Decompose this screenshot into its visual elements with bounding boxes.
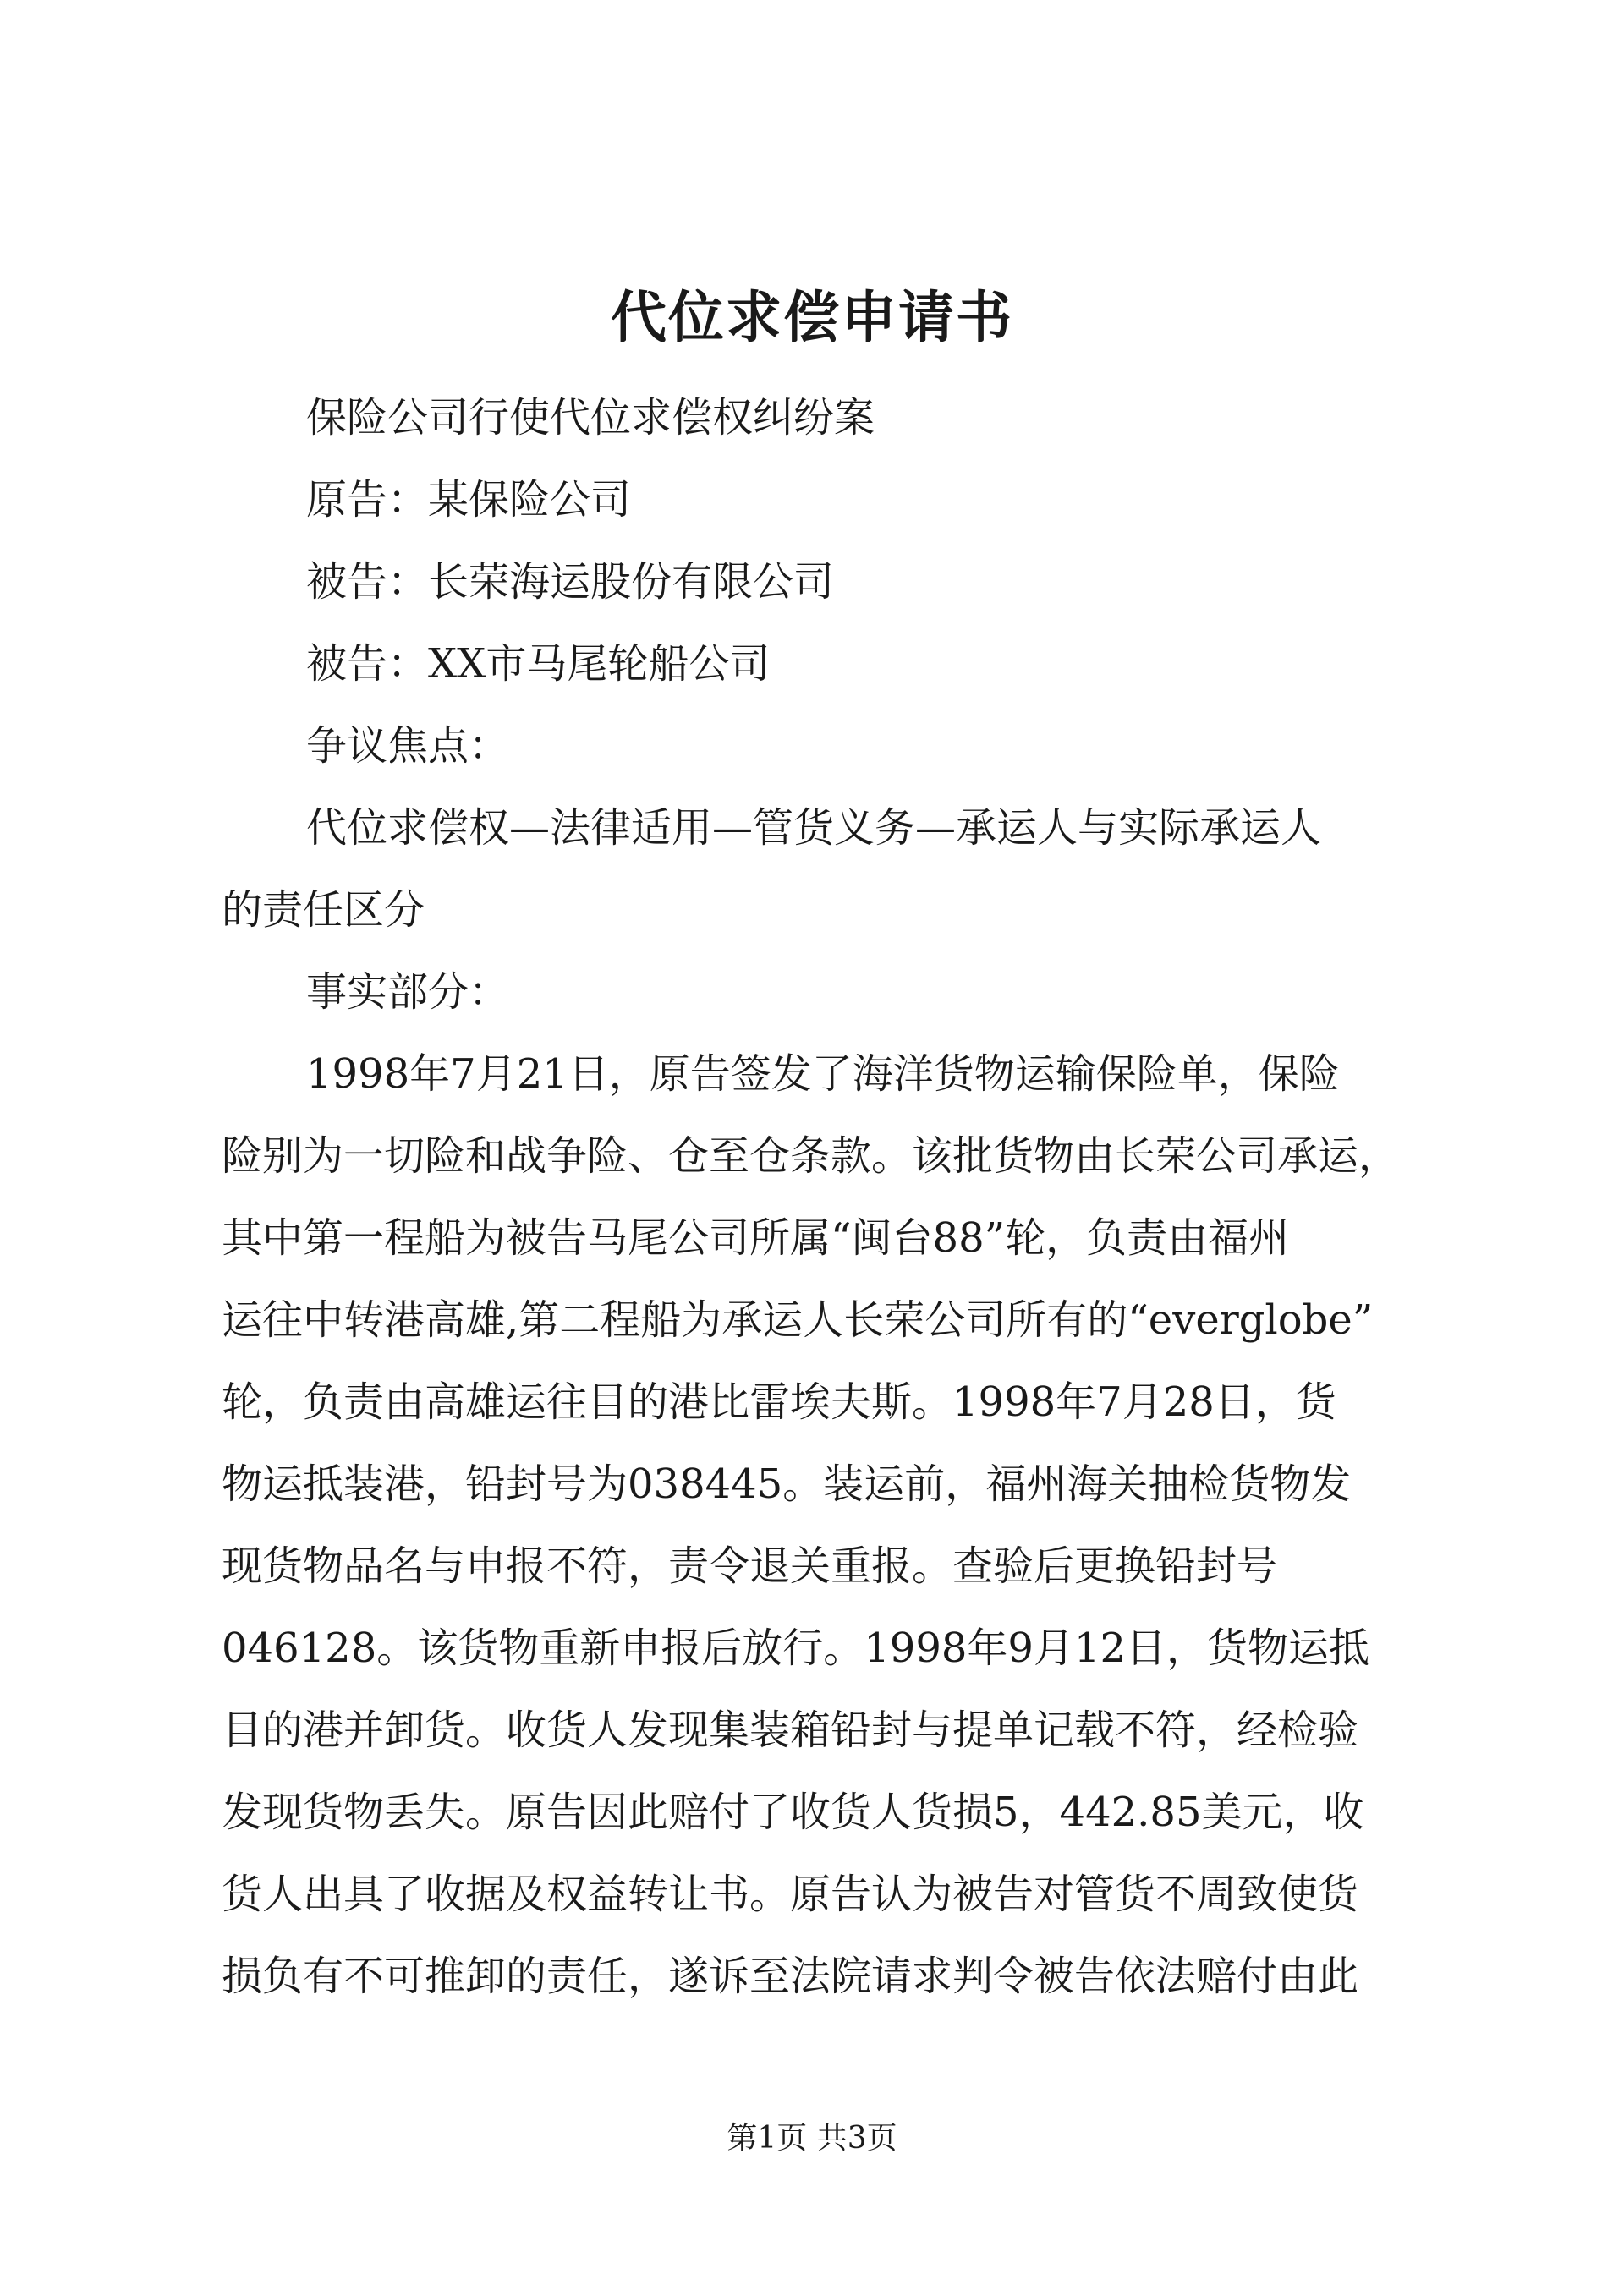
facts-text-line: 货人出具了收据及权益转让书。原告认为被告对管货不周致使货: [222, 1871, 1359, 1918]
facts-text-line: 物运抵装港，铅封号为038445。装运前，福州海关抽检货物发: [222, 1460, 1352, 1508]
facts-text-line: 发现货物丢失。原告因此赔付了收货人货损5，442.85美元，收: [222, 1789, 1364, 1836]
facts-text-line: 目的港并卸货。收货人发现集装箱铅封与提单记载不符，经检验: [222, 1707, 1359, 1754]
defendant-1-line: 被告：长荣海运股份有限公司: [306, 558, 835, 606]
facts-text-line: 险别为一切险和战争险、仓至仓条款。该批货物由长荣公司承运，: [222, 1132, 1400, 1180]
facts-heading: 事实部分：: [306, 968, 510, 1016]
dispute-text-line: 代位求偿权—法律适用—管货义务—承运人与实际承运人: [306, 804, 1322, 852]
case-name-line: 保险公司行使代位求偿权纠纷案: [306, 394, 875, 441]
facts-text-line: 运往中转港高雄,第二程船为承运人长荣公司所有的“everglobe”: [222, 1296, 1374, 1344]
document-title: 代位求偿申请书: [611, 284, 1013, 350]
facts-text-line: 现货物品名与申报不符，责令退关重报。查验后更换铅封号: [222, 1543, 1278, 1590]
facts-text-line: 046128。该货物重新申报后放行。1998年9月12日，货物运抵: [222, 1625, 1370, 1672]
facts-text-line: 轮，负责由高雄运往目的港比雷埃夫斯。1998年7月28日，货: [222, 1378, 1336, 1426]
defendant-2-line: 被告：XX市马尾轮船公司: [306, 640, 771, 688]
facts-text-line: 1998年7月21日，原告签发了海洋货物运输保险单，保险: [306, 1050, 1340, 1098]
dispute-text-line: 的责任区分: [222, 886, 425, 934]
facts-text-line: 其中第一程船为被告马尾公司所属“闽台88”轮，负责由福州: [222, 1214, 1290, 1262]
dispute-heading: 争议焦点：: [306, 722, 510, 770]
facts-text-line: 损负有不可推卸的责任，遂诉至法院请求判令被告依法赔付由此: [222, 1953, 1359, 2000]
page-number: 第1页 共3页: [727, 2121, 897, 2156]
plaintiff-line: 原告：某保险公司: [306, 476, 632, 523]
